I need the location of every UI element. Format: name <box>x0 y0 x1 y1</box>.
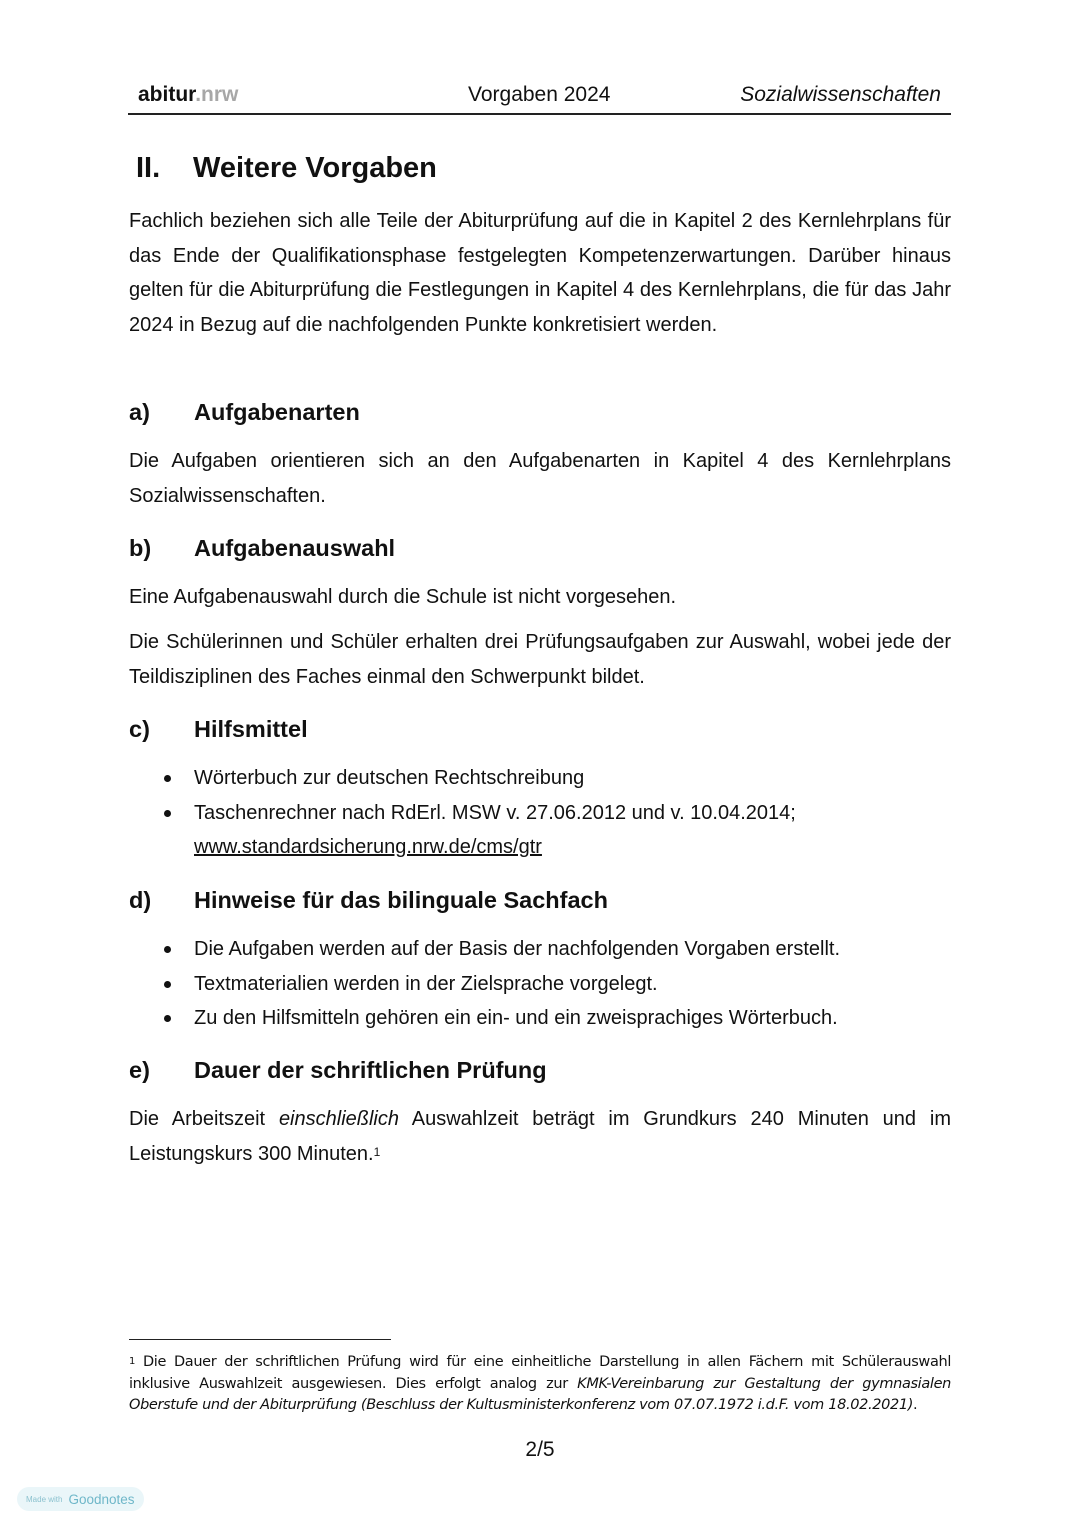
list-item-text: Zu den Hilfsmitteln gehören ein ein- und ein zweisprachiges Wörterbuch. <box>194 1007 838 1029</box>
page-header <box>128 83 951 115</box>
section-number: II. <box>136 152 161 184</box>
subsection-heading-c <box>129 716 308 743</box>
footnote-reference[interactable]: 1 <box>373 1144 381 1159</box>
subsection-title: Aufgabenarten <box>194 399 360 425</box>
section-heading <box>136 152 437 185</box>
bullet-icon <box>164 1015 171 1022</box>
document-title: Vorgaben 2024 <box>468 83 611 106</box>
footnote-text: Die Dauer der schriftlichen Prüfung wird für eine einheitliche Darstellung in allen Fächern mit Schülerauswahl inklusive Auswahlzeit ausgewiesen. Dies erfolgt analog zur <box>129 1354 951 1392</box>
bilingual-list <box>129 932 951 1036</box>
subsection-heading-b <box>129 535 395 562</box>
list-item <box>129 967 951 1002</box>
list-item <box>129 761 951 796</box>
paragraph-aufgabenauswahl-1: Eine Aufgabenauswahl durch die Schule ist nicht vorgesehen. <box>129 586 677 608</box>
paragraph-aufgabenarten: Die Aufgaben orientieren sich an den Aufgabenarten in Kapitel 4 des Kernlehrplans Sozialwissenschaften. <box>129 450 951 507</box>
list-item-text: Textmaterialien werden in der Zielsprache vorgelegt. <box>194 972 658 995</box>
hilfsmittel-list <box>129 761 951 865</box>
subsection-title: Hinweise für das bilinguale Sachfach <box>194 887 608 913</box>
footnote-end: . <box>913 1397 918 1413</box>
subsection-title: Aufgabenauswahl <box>194 535 396 561</box>
intro-paragraph: Fachlich beziehen sich alle Teile der Abiturprüfung auf die in Kapitel 2 des Kernlehrplans für das Ende der Qualifikationsphase festgelegten Kompetenzerwartungen. Darüber hinaus gelten für die Abiturprüfung die Festlegungen in Kapitel 4 des Kernlehrplans, die für das Jahr 2024 in Bezug auf die nachfolgenden Punkte konkretisiert werden. <box>129 210 951 336</box>
brand-main: abitur <box>138 83 196 106</box>
subsection-heading-e <box>129 1057 547 1084</box>
watermark-brand: Goodnotes <box>68 1491 135 1507</box>
bullet-icon <box>164 810 171 817</box>
subsection-label: c) <box>129 716 150 742</box>
text-segment: Auswahlzeit beträgt im Grundkurs 240 Minuten und im Leistungskurs 300 Minuten. <box>129 1108 951 1165</box>
watermark-prefix: Made with <box>26 1494 63 1504</box>
list-item <box>129 1001 951 1036</box>
subsection-label: d) <box>129 887 152 913</box>
list-item <box>129 932 951 967</box>
paragraph-dauer <box>129 1102 951 1171</box>
subsection-heading-d <box>129 887 608 914</box>
subsection-label: a) <box>129 399 150 425</box>
subsection-label: e) <box>129 1057 150 1083</box>
goodnotes-watermark <box>17 1487 144 1511</box>
brand-logo <box>138 83 238 107</box>
list-item-text: Die Aufgaben werden auf der Basis der nachfolgenden Vorgaben erstellt. <box>194 938 840 960</box>
standardsicherung-link[interactable]: www.standardsicherung.nrw.de/cms/gtr <box>194 836 542 858</box>
subsection-heading-a <box>129 399 360 426</box>
footnote-citation: KMK-Vereinbarung zur Gestaltung der gymnasialen Oberstufe und der Abiturprüfung (Beschluss der Kultusministerkonferenz vom 07.07.1972 i.d.F. vom 18.02.2021) <box>129 1375 951 1413</box>
subsection-title: Hilfsmittel <box>194 716 308 742</box>
subsection-label: b) <box>129 535 152 561</box>
list-item-text: Wörterbuch zur deutschen Rechtschreibung <box>194 767 585 789</box>
page-number: 2/5 <box>525 1438 555 1461</box>
footnote-marker: 1 <box>129 1356 136 1367</box>
footnote-divider <box>129 1339 391 1340</box>
section-title: Weitere Vorgaben <box>193 152 437 184</box>
emphasis-text: einschließlich <box>278 1108 399 1130</box>
subsection-title: Dauer der schriftlichen Prüfung <box>194 1057 547 1083</box>
subject-name: Sozialwissenschaften <box>740 83 941 106</box>
bullet-icon <box>164 946 171 953</box>
list-item-text: Taschenrechner nach RdErl. MSW v. 27.06.2012 und v. 10.04.2014; <box>194 801 796 824</box>
paragraph-aufgabenauswahl-2: Die Schülerinnen und Schüler erhalten drei Prüfungsaufgaben zur Auswahl, wobei jede der Teildisziplinen des Faches einmal den Schwerpunkt bildet. <box>129 631 951 688</box>
brand-suffix: .nrw <box>195 83 239 106</box>
bullet-icon <box>164 981 171 988</box>
footnote <box>129 1352 951 1417</box>
list-item <box>129 796 951 865</box>
bullet-icon <box>164 775 171 782</box>
text-segment: Die Arbeitszeit <box>129 1108 279 1130</box>
